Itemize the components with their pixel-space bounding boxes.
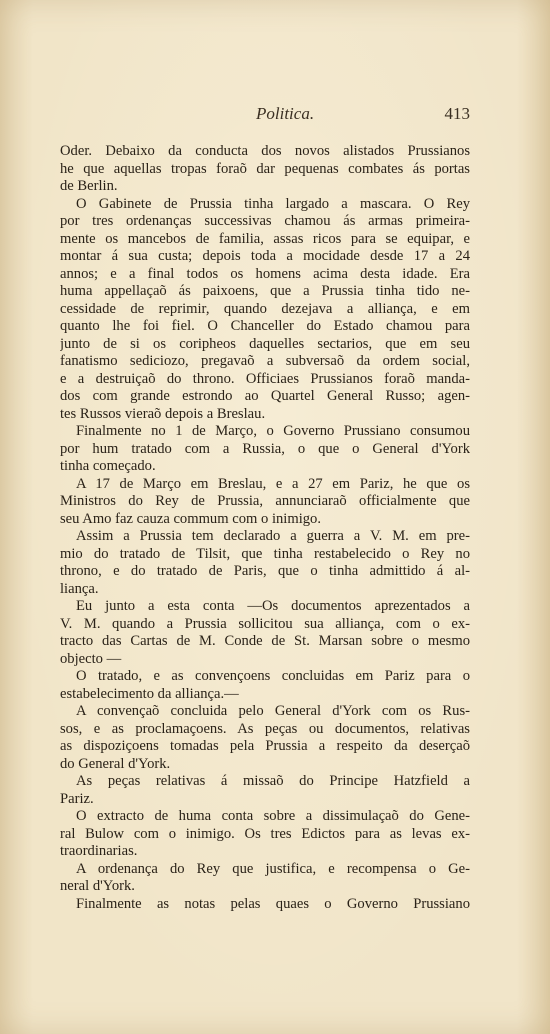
text-line: estabelecimento da alliança.— <box>60 685 239 702</box>
text-line: cessidade de reprimir, quando dezejava a alliança, e em <box>60 300 470 317</box>
text-line: junto de si os coripheos daquelles sectarios, que em seu <box>60 335 470 352</box>
text-line: A convençaõ concluida pelo General d'York com os Rus- <box>76 703 470 719</box>
text-line: Assim a Prussia tem declarado a guerra a V. M. em pre- <box>76 528 470 544</box>
text-line: throno, e do tratado de Paris, que o tinha admittido á al- <box>60 563 470 579</box>
text-line: Ministros do Rey de Prussia, annunciaraõ officialmente que <box>60 493 470 509</box>
text-line: huma appellaçaõ ás paixoens, que a Prussia tinha tido ne- <box>60 283 470 299</box>
text-line: Finalmente no 1 de Março, o Governo Prussiano consumou <box>76 423 470 439</box>
text-line: ral Bulow com o inimigo. Os tres Edictos para as levas ex- <box>60 825 470 842</box>
text-line: O Gabinete de Prussia tinha largado a mascara. O Rey <box>76 195 470 212</box>
text-line: as dispoziçoens tomadas pela Prussia a respeito da deserçaõ <box>60 738 470 754</box>
text-line: Eu junto a esta conta —Os documentos aprezentados a <box>76 598 470 614</box>
text-line: mente os mancebos de familia, assas ricos para se equipar, e <box>60 230 470 247</box>
text-line: Oder. Debaixo da conducta dos novos alistados Prussianos <box>60 143 470 159</box>
text-line: liança. <box>60 580 99 597</box>
text-line: objecto — <box>60 650 122 667</box>
text-line: he que aquellas tropas foraõ dar pequenas combates ás portas <box>60 160 470 177</box>
text-line: dos com grande estrondo ao Quartel General Russo; agen- <box>60 388 470 404</box>
text-line: por hum tratado com a Russia, o que o General d'York <box>60 440 470 457</box>
text-line: quanto lhe foi fiel. O Chanceller do Estado chamou para <box>60 318 470 334</box>
text-line: neral d'York. <box>60 878 135 894</box>
text-line: tinha começado. <box>60 458 156 474</box>
text-line: de Berlin. <box>60 178 118 194</box>
text-line: O extracto de huma conta sobre a dissimulaçaõ do Gene- <box>76 808 470 824</box>
text-line: A ordenança do Rey que justifica, e recompensa o Ge- <box>76 860 470 877</box>
text-line: sos, e as proclamaçoens. As peças ou documentos, relativas <box>60 720 470 737</box>
text-line: e a destruiçaõ do throno. Officiaes Prussianos foraõ manda- <box>60 370 470 387</box>
text-line: O tratado, e as convençoens concluidas em Pariz para o <box>76 668 470 684</box>
text-line: seu Amo faz cauza commum com o inimigo. <box>60 510 321 527</box>
text-line: V. M. quando a Prussia sollicitou sua alliança, com o ex- <box>60 615 470 632</box>
text-line: annos; e a final todos os homens acima desta idade. Era <box>60 265 470 282</box>
text-line: A 17 de Março em Breslau, e a 27 em Pariz, he que os <box>76 475 470 492</box>
text-line: traordinarias. <box>60 843 138 859</box>
text-line: por tres ordenanças successivas chamou ás armas primeira- <box>60 213 470 229</box>
text-line: mio do tratado de Tilsit, que tinha restabelecido o Rey no <box>60 545 470 562</box>
text-line: fanatismo sediciozo, pregavaõ a subversaõ da ordem social, <box>60 353 470 369</box>
text-line: As peças relativas á missaõ do Principe Hatzfield a <box>76 773 470 789</box>
page-header <box>60 104 470 128</box>
text-line: tes Russos vieraõ depois a Breslau. <box>60 405 266 422</box>
text-line: montar á sua custa; depois toda a mocidade desde 17 a 24 <box>60 248 470 264</box>
body-text <box>60 143 470 913</box>
text-line: do General d'York. <box>60 755 171 772</box>
page-number: 413 <box>444 104 470 123</box>
text-line: tracto das Cartas de M. Conde de St. Marsan sobre o mesmo <box>60 633 470 649</box>
text-line: Finalmente as notas pelas quaes o Governo Prussiano <box>76 895 470 912</box>
running-title: Politica. <box>256 104 315 123</box>
text-line: Pariz. <box>60 790 94 807</box>
